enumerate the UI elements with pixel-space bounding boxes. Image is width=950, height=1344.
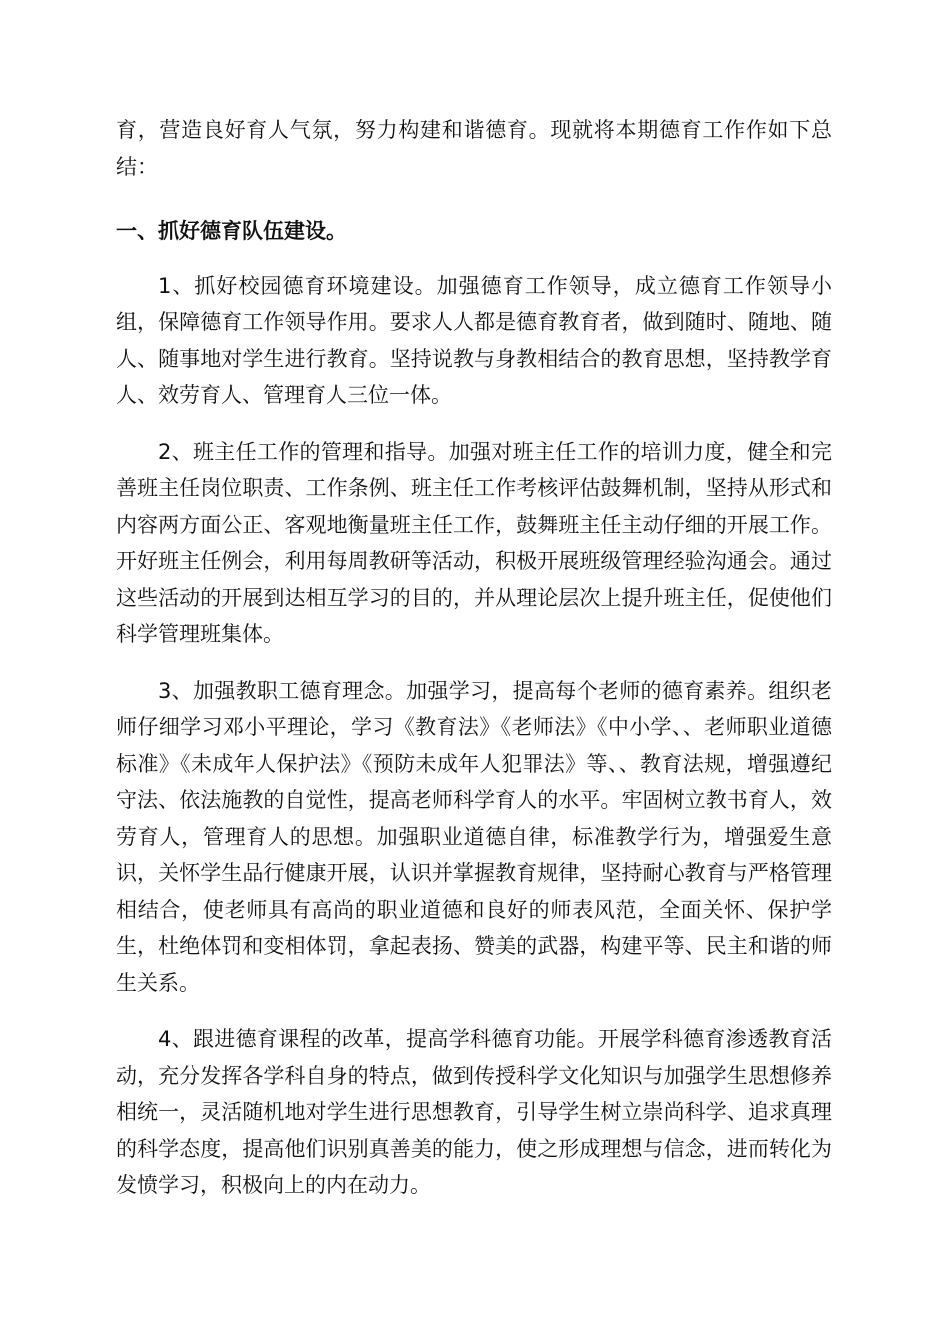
paragraph-1: 1、抓好校园德育环境建设。加强德育工作领导，成立德育工作领导小组，保障德育工作领导作用。要求人人都是德育教育者，做到随时、随地、随人、随事地对学生进行教育。坚持说教与身教相结合的教育思想，坚持教学育人、效劳育人、管理育人三位一体。 bbox=[116, 273, 832, 407]
paragraph-3: 3、加强教职工德育理念。加强学习，提高每个老师的德育素养。组织老师仔细学习邓小平理论，学习《教育法》《老师法》《中小学、、老师职业道德标准》《未成年人保护法》《预防未成年人犯罪法》等、、教育法规，增强遵纪守法、依法施教的自觉性，提高老师科学育人的水平。牢固树立教书育人，效劳育人，管理育人的思想。加强职业道德自律，标准教学行为，增强爱生意识，关怀学生品行健康开展，认识并掌握教育规律，坚持耐心教育与严格管理相结合，使老师具有高尚的职业道德和良好的师表风范，全面关怀、保护学生，杜绝体罚和变相体罚，拿起表扬、赞美的武器，构建平等、民主和谐的师生关系。 bbox=[116, 678, 832, 995]
intro-paragraph: 育，营造良好育人气氛，努力构建和谐德育。现就将本期德育工作作如下总结： bbox=[116, 118, 832, 179]
document-body bbox=[116, 112, 832, 1224]
section-heading: 一、抓好德育队伍建设。 bbox=[116, 219, 347, 243]
paragraph-2: 2、班主任工作的管理和指导。加强对班主任工作的培训力度，健全和完善班主任岗位职责、工作条例、班主任工作考核评估鼓舞机制，坚持从形式和内容两方面公正、客观地衡量班主任工作，鼓舞班主任主动仔细的开展工作。开好班主任例会，利用每周教研等活动，积极开展班级管理经验沟通会。通过这些活动的开展到达相互学习的目的，并从理论层次上提升班主任，促使他们科学管理班集体。 bbox=[116, 439, 832, 646]
paragraph-4: 4、跟进德育课程的改革，提高学科德育功能。开展学科德育渗透教育活动，充分发挥各学科自身的特点，做到传授科学文化知识与加强学生思想修养相统一，灵活随机地对学生进行思想教育，引导学生树立崇尚科学、追求真理的科学态度，提高他们识别真善美的能力，使之形成理想与信念，进而转化为发愤学习，积极向上的内在动力。 bbox=[116, 1027, 832, 1197]
